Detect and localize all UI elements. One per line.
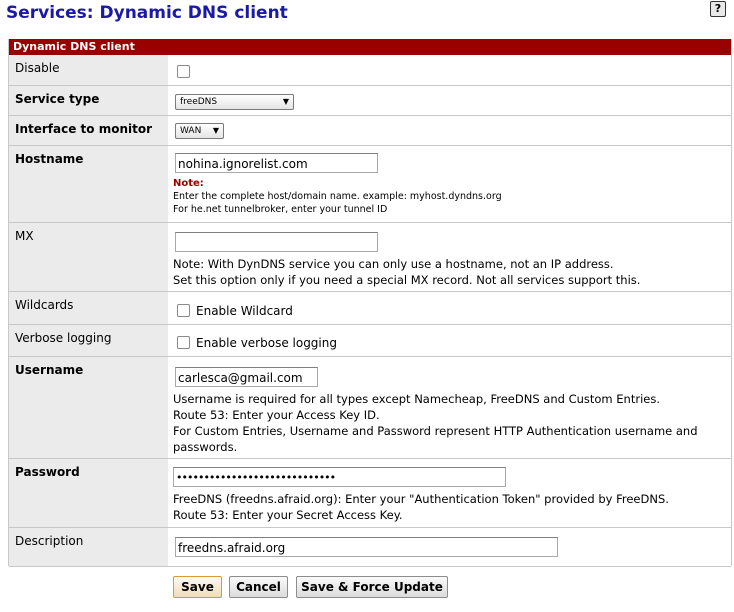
password-label: Password	[9, 459, 168, 527]
row-mx	[9, 223, 731, 292]
chevron-down-icon: ▼	[212, 126, 219, 135]
row-hostname	[9, 146, 731, 223]
username-hint-line-1: Username is required for all types except Namecheap, FreeDNS and Custom Entries.	[173, 392, 660, 406]
hostname-note-line-1: Enter the complete host/domain name. example: myhost.dyndns.org	[173, 191, 502, 202]
save-force-update-button[interactable]: Save & Force Update	[296, 576, 448, 598]
mx-label: MX	[9, 223, 168, 291]
row-password	[9, 459, 731, 528]
password-input[interactable]: •••••••••••••••••••••••••••••	[173, 467, 506, 487]
page-title: Services: Dynamic DNS client	[6, 3, 288, 23]
row-disable	[9, 55, 731, 86]
row-wildcards	[9, 292, 731, 325]
wildcard-checkbox-label[interactable]: Enable Wildcard	[196, 304, 293, 318]
username-hint-line-3: For Custom Entries, Username and Password represent HTTP Authentication username and	[173, 424, 698, 438]
interface-label: Interface to monitor	[9, 116, 168, 145]
hostname-note-title: Note:	[173, 178, 204, 189]
section-header: Dynamic DNS client	[9, 39, 731, 55]
username-hint-line-2: Route 53: Enter your Access Key ID.	[173, 408, 380, 422]
disable-checkbox[interactable]	[177, 65, 190, 78]
cancel-button[interactable]: Cancel	[229, 576, 288, 598]
service-type-select[interactable]	[175, 94, 294, 110]
wildcards-label: Wildcards	[9, 292, 168, 324]
row-verbose-logging	[9, 325, 731, 357]
description-label: Description	[9, 528, 168, 566]
row-interface	[9, 116, 731, 146]
verbose-logging-checkbox[interactable]	[177, 336, 190, 349]
mx-hint-line-2: Set this option only if you need a special MX record. Not all services support this.	[173, 273, 641, 287]
wildcard-checkbox[interactable]	[177, 304, 190, 317]
row-description	[9, 528, 731, 567]
username-hint-line-4: passwords.	[173, 440, 238, 454]
password-hint-line-1: FreeDNS (freedns.afraid.org): Enter your "Authentication Token" provided by FreeDNS.	[173, 492, 669, 506]
form-table	[8, 39, 732, 566]
verbose-logging-label: Verbose logging	[9, 325, 168, 356]
help-icon[interactable]: ?	[710, 1, 726, 17]
hostname-label: Hostname	[9, 146, 168, 222]
hostname-input[interactable]: nohina.ignorelist.com	[175, 153, 378, 173]
row-service-type	[9, 86, 731, 116]
chevron-down-icon: ▼	[282, 97, 289, 106]
save-button[interactable]: Save	[173, 576, 222, 598]
row-username	[9, 357, 731, 459]
disable-label: Disable	[9, 55, 168, 85]
service-type-label: Service type	[9, 86, 168, 115]
username-label: Username	[9, 357, 168, 458]
interface-value: WAN	[180, 126, 202, 136]
username-input[interactable]: carlesca@gmail.com	[175, 367, 318, 387]
hostname-note-line-2: For he.net tunnelbroker, enter your tunnel ID	[173, 204, 388, 215]
verbose-logging-checkbox-label[interactable]: Enable verbose logging	[196, 336, 337, 350]
description-input[interactable]: freedns.afraid.org	[175, 537, 558, 557]
mx-input[interactable]	[175, 232, 378, 252]
service-type-value: freeDNS	[180, 97, 218, 107]
interface-select[interactable]	[175, 123, 224, 139]
mx-hint-line-1: Note: With DynDNS service you can only use a hostname, not an IP address.	[173, 257, 614, 271]
password-hint-line-2: Route 53: Enter your Secret Access Key.	[173, 508, 403, 522]
